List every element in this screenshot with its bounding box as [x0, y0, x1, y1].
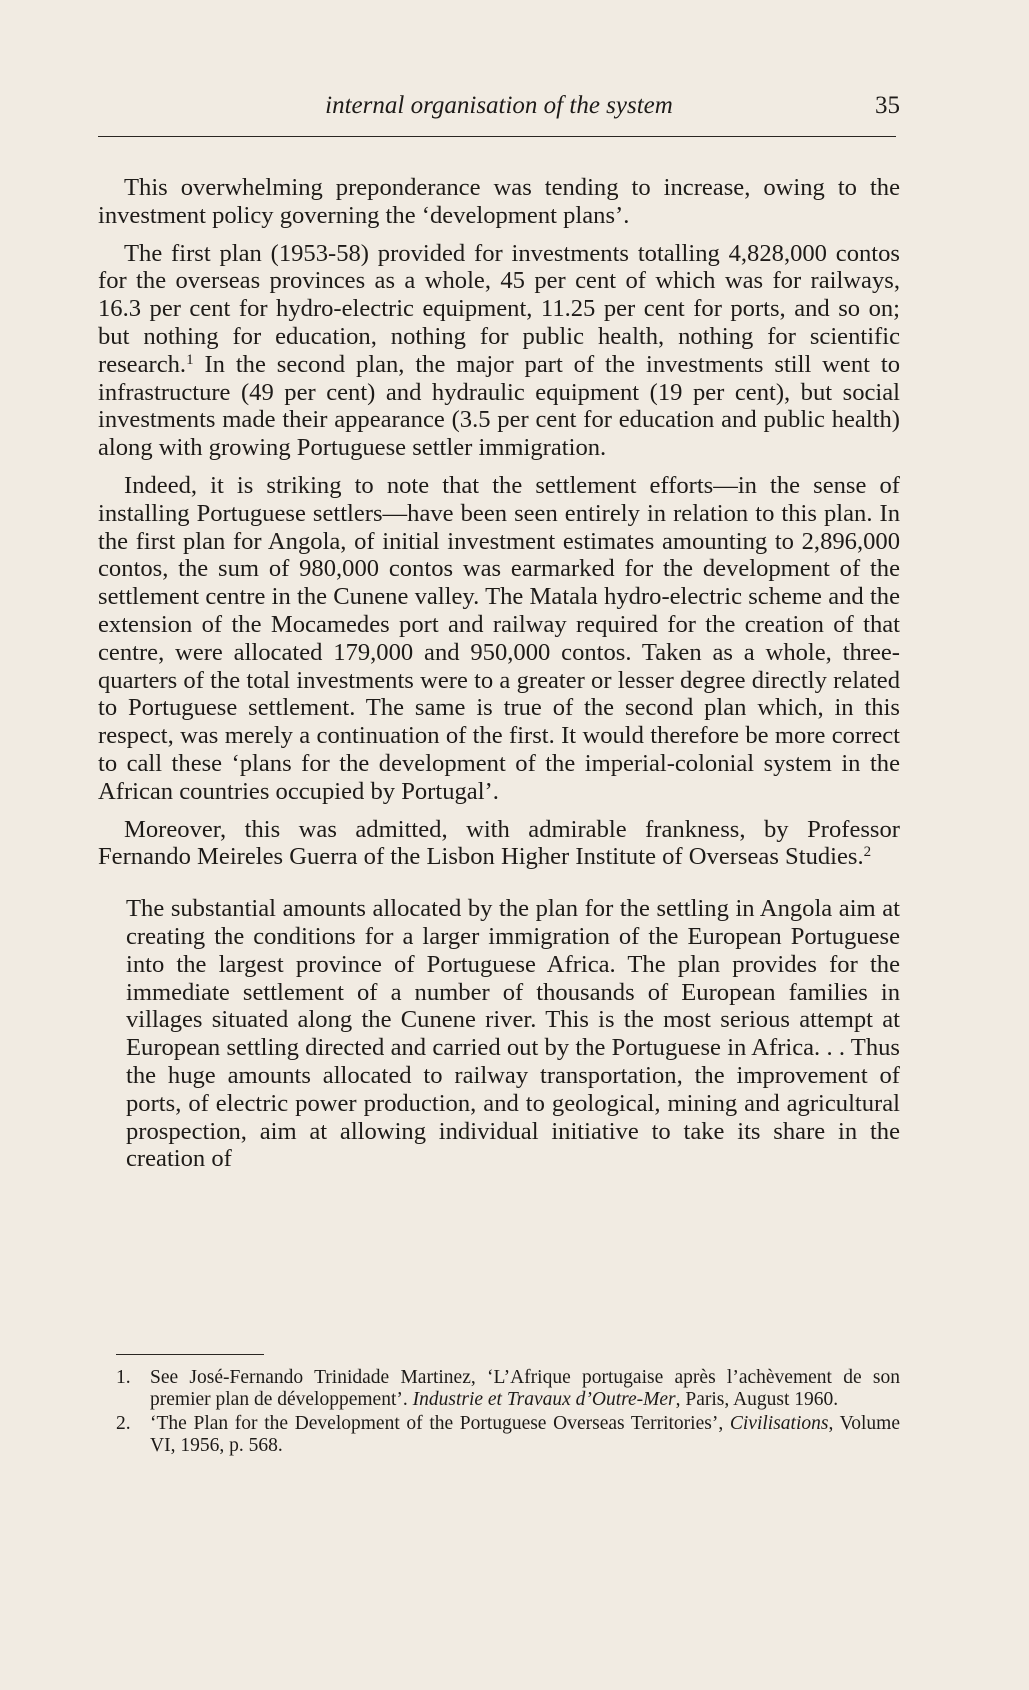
paragraph-1-text: This overwhelming preponderance was tending to increase, owing to the investment policy governing the ‘development plans’. [98, 174, 900, 229]
footnote-2-tail: , Volume VI, 1956, p. 568. [150, 1413, 900, 1456]
paragraph-2 [98, 240, 900, 462]
footnote-1 [116, 1367, 900, 1411]
paragraph-1 [98, 174, 900, 230]
page-number: 35 [875, 92, 900, 119]
paragraph-4 [98, 816, 900, 872]
book-page [98, 0, 900, 1690]
footnote-1-source: Industrie et Travaux d’Outre-Mer [412, 1389, 676, 1410]
footnote-1-text: See José-Fernando Trinidade Martinez, ‘L’Afrique portugaise après l’achèvement de son premier plan de développement’. [150, 1367, 900, 1410]
footnote-ref-1: 1 [186, 351, 194, 368]
footnote-1-number: 1. [116, 1367, 131, 1388]
paragraph-3 [98, 472, 900, 806]
paragraph-3-text: Indeed, it is striking to note that the settlement efforts—in the sense of installing Portuguese settlers—have been seen entirely in relation to this plan. In the first plan for Angola, of initial investment estimates amounting to 2,896,000 contos, the sum of 980,000 contos was earmarked for the development of the settlement centre in the Cunene valley. The Matala hydro-electric scheme and the extension of the Mocamedes port and railway required for the creation of that centre, were allocated 179,000 and 950,000 contos. Taken as a whole, three-quarters of the total investments were to a greater or lesser degree directly related to Portuguese settlement. The same is true of the second plan which, in this respect, was merely a continuation of the first. It would therefore be more correct to call these ‘plans for the development of the imperial-colonial system in the African countries occupied by Portugal’. [98, 471, 900, 805]
block-quote-text: The substantial amounts allocated by the plan for the settling in Angola aim at creating the conditions for a larger immigration of the European Portuguese into the largest province of Portuguese Africa. The plan provides for the immediate settlement of a number of thousands of European families in villages situated along the Cunene river. This is the most serious attempt at European settling directed and carried out by the Portuguese in Africa. . . Thus the huge amounts allocated to railway transportation, the improvement of ports, of electric power production, and to geological, mining and agricultural prospection, aim at allowing individual initiative to take its share in the creation of [126, 895, 900, 1173]
running-title: internal organisation of the system [325, 92, 673, 119]
block-quote [126, 895, 900, 1173]
body-text [98, 174, 900, 1173]
footnote-1-tail: , Paris, August 1960. [675, 1389, 839, 1410]
running-head [98, 92, 900, 126]
paragraph-4-text: Moreover, this was admitted, with admirable frankness, by Professor Fernando Meireles Guerra of the Lisbon Higher Institute of Overseas Studies. [98, 815, 900, 871]
footnote-2-source: Civilisations [729, 1413, 829, 1434]
paragraph-2-text: The first plan (1953-58) provided for investments totalling 4,828,000 contos for the overseas provinces as a whole, 45 per cent of which was for railways, 16.3 per cent for hydro-electric equipment, 11.25 per cent for ports, and so on; but nothing for education, nothing for public health, nothing for scientific research. [98, 239, 900, 378]
footnote-2-number: 2. [116, 1413, 131, 1434]
paragraph-2-tail: In the second plan, the major part of the investments still went to infrastructure (49 per cent) and hydraulic equipment (19 per cent), but social investments made their appearance (3.5 per cent for education and public health) along with growing Portuguese settler immigration. [98, 350, 900, 462]
footnote-rule [116, 1354, 264, 1355]
footnote-2-text: ‘The Plan for the Development of the Portuguese Overseas Territories’, [150, 1413, 730, 1434]
footnote-ref-2: 2 [863, 844, 872, 861]
header-rule [98, 136, 896, 137]
footnotes [116, 1367, 900, 1459]
footnote-2 [116, 1413, 900, 1457]
